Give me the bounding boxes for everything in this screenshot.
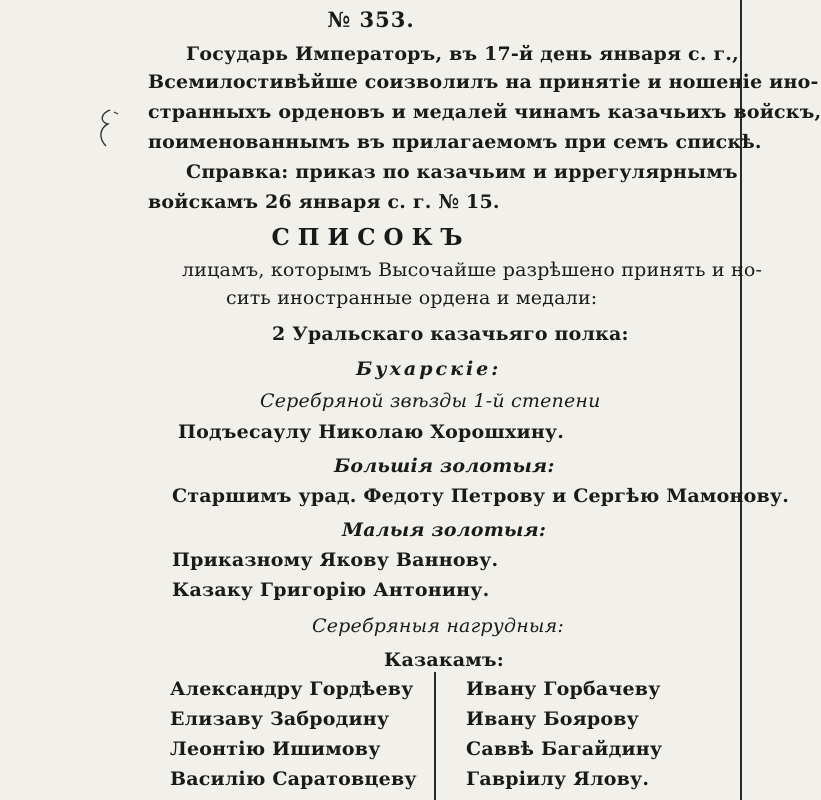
para1-line-3: странныхъ орденовъ и медалей чинамъ казачьихъ войскъ, xyxy=(148,101,821,123)
margin-pencil-mark-icon xyxy=(96,108,122,148)
column-divider xyxy=(434,672,436,800)
right-column-entry: Ивану Горбачеву xyxy=(466,678,661,700)
regiment-heading: 2 Уральскаго казачьяго полка: xyxy=(272,323,629,345)
left-column-entry: Василію Саратовцеву xyxy=(170,768,417,790)
prikazny-entry: Приказному Якову Ваннову. xyxy=(172,549,499,571)
silver-star-heading: Серебряной звѣзды 1-й степени xyxy=(260,390,601,412)
right-column-entry: Ивану Боярову xyxy=(466,708,640,730)
list-subtitle-line-2: сить иностранные ордена и медали: xyxy=(226,287,598,309)
reference-line-1: Справка: приказ по казачьим и иррегулярнымъ xyxy=(186,161,738,183)
order-number: № 353. xyxy=(327,7,415,32)
kazak-entry: Казаку Григорію Антонину. xyxy=(172,579,490,601)
silver-chest-heading: Серебряныя нагрудныя: xyxy=(312,615,564,637)
reference-line-2: войскамъ 26 января с. г. № 15. xyxy=(148,191,500,213)
small-gold-heading: Малыя золотыя: xyxy=(342,519,547,541)
right-column-entry: Гаврiилу Ялову. xyxy=(466,768,650,790)
right-column-entry: Саввѣ Багайдину xyxy=(466,738,663,760)
large-gold-heading: Большія золотыя: xyxy=(334,455,555,477)
senior-ranks-entry: Старшимъ урад. Федоту Петрову и Сергѣю Мамонову. xyxy=(172,485,790,507)
left-column-entry: Елизаву Забродину xyxy=(170,708,390,730)
left-column-entry: Леонтію Ишимову xyxy=(170,738,381,760)
podesaul-entry: Подъесаулу Николаю Хорошхину. xyxy=(178,421,565,443)
para1-line-2: Всемилостивѣйше соизволилъ на принятіе и ношеніе ино- xyxy=(148,71,819,93)
para1-line-1: Государь Императоръ, въ 17-й день января с. г., xyxy=(186,43,739,65)
cossacks-heading: Казакамъ: xyxy=(384,649,504,671)
list-title: СПИСОКЪ xyxy=(271,224,471,251)
bukhara-heading: Бухарскіе: xyxy=(356,358,502,380)
para1-line-4: поименованнымъ въ прилагаемомъ при семъ спискѣ. xyxy=(148,131,762,153)
left-column-entry: Александру Гордѣеву xyxy=(170,678,414,700)
list-subtitle-line-1: лицамъ, которымъ Высочайше разрѣшено принять и но- xyxy=(182,259,763,281)
